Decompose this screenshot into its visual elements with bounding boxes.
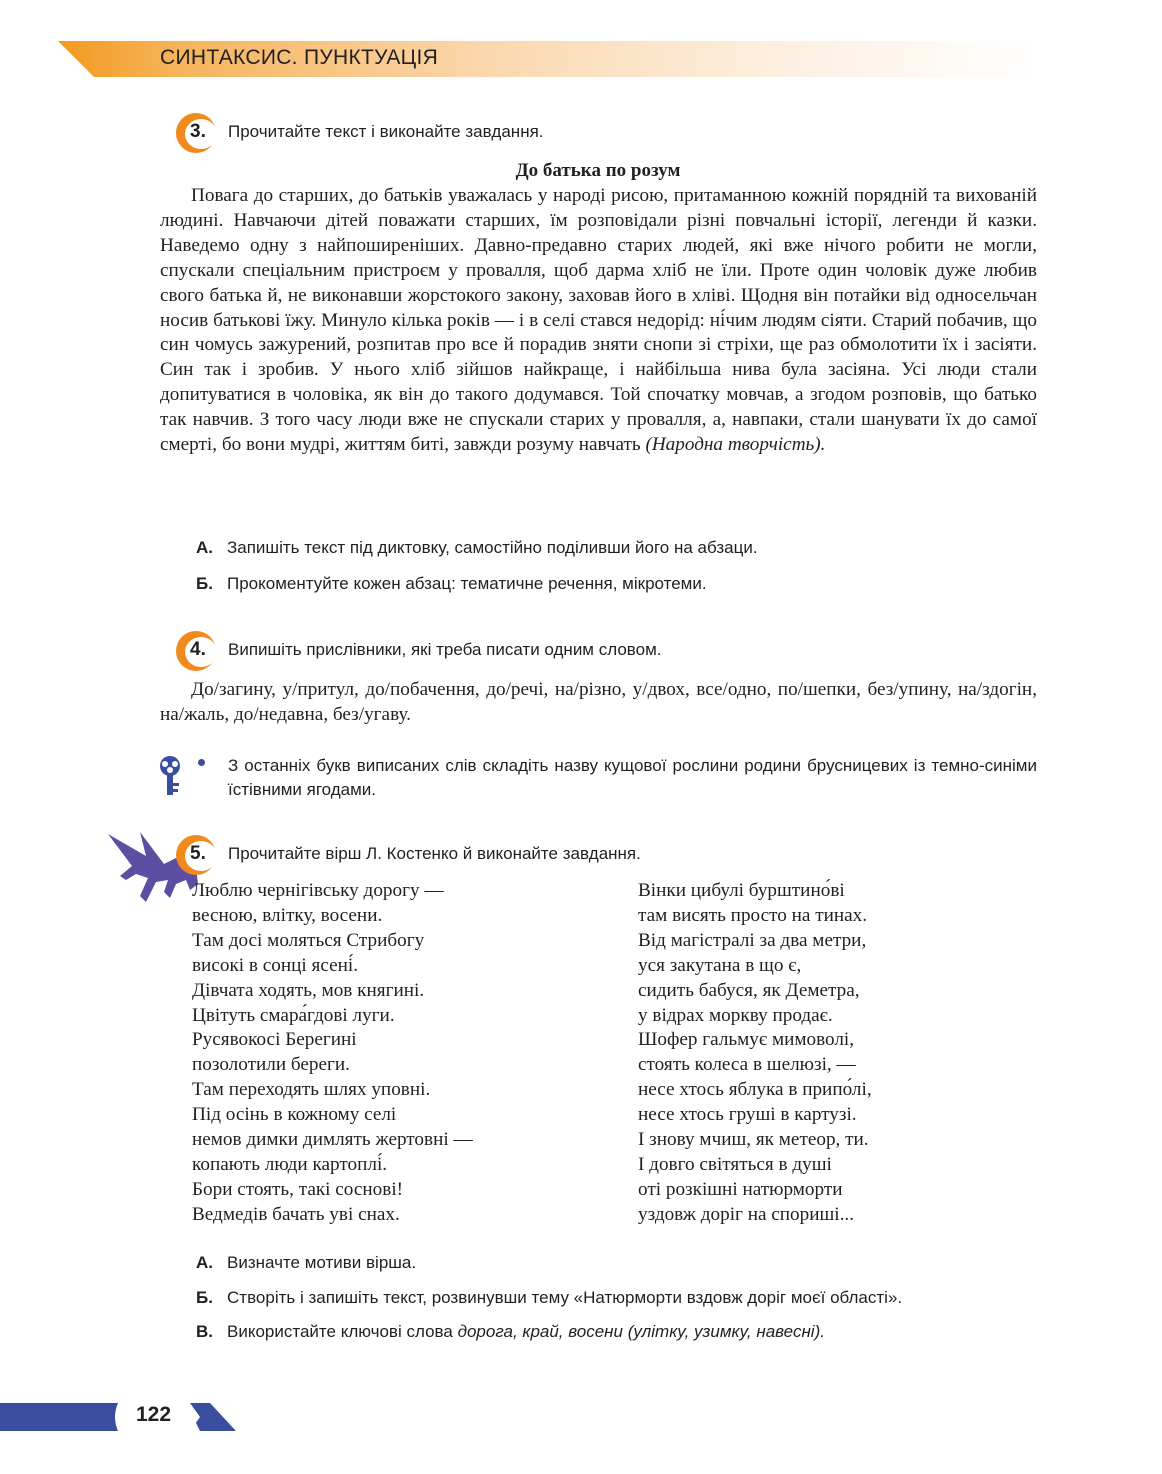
poem-line: Бори стоять, такі соснові!: [192, 1178, 404, 1200]
task-number-badge: [176, 631, 220, 675]
task-instruction: Прочитайте вірш Л. Костенко й виконайте завдання.: [228, 844, 641, 863]
poem-line: Шофер гальмує мимоволі,: [638, 1029, 855, 1051]
poem-line: уздовж доріг на спориші...: [638, 1203, 855, 1225]
task-number-badge: [176, 113, 220, 157]
poem-line: несе хтось яблука в припо́лі,: [638, 1079, 872, 1101]
subtask-text: Визначте мотиви вірша.: [227, 1253, 417, 1272]
task-number: 4.: [190, 639, 206, 660]
poem-line: Вінки цибулі бурштино́ві: [638, 880, 845, 901]
section-title: СИНТАКСИС. ПУНКТУАЦІЯ: [160, 46, 439, 69]
poem-line: Там досі моляться Стрибогу: [192, 929, 425, 951]
task-number-badge: [176, 835, 220, 879]
subtask-text: Прокоментуйте кожен абзац: тематичне речення, мікротеми.: [227, 574, 707, 593]
task-instruction: Прочитайте текст і виконайте завдання.: [228, 122, 544, 141]
poem-line: високі в сонці ясені́.: [192, 954, 359, 976]
poem-line: оті розкішні натюрморти: [638, 1178, 843, 1200]
task-number: 5.: [190, 843, 206, 864]
poem-line: Люблю чернігівську дорогу —: [192, 880, 444, 901]
bullet-icon: [198, 755, 208, 765]
hint-text: З останніх букв виписаних слів складіть назву кущової рослини родини брусницевих із темно-синіми їстівними ягодами.: [228, 756, 1037, 799]
page-number-band: [0, 1403, 236, 1431]
subtask-letter: В.: [196, 1322, 213, 1341]
subtask-text: Створіть і запишіть текст, розвинувши тему «Натюрморти вздовж доріг моєї області».: [227, 1288, 903, 1307]
subtask-letter: А.: [196, 538, 213, 557]
story-source: (Народна творчість).: [645, 434, 826, 456]
subtask: [196, 538, 758, 558]
story-text: [160, 184, 1037, 458]
poem-line: Дівчата ходять, мов княгині.: [192, 979, 425, 1001]
poem-line: позолотили береги.: [192, 1054, 350, 1076]
word-list: До/загину, у/притул, до/побачення, до/речі, на/різно, у/двох, все/одно, по/шепки, без/упину, на/здогін, на/жаль, до/недавна, без/угаву.: [160, 679, 1037, 725]
poem-line: уся закутана в що є,: [638, 954, 802, 976]
poem-line: копають люди картоплі́.: [192, 1153, 388, 1175]
story-title: До батька по розум: [515, 160, 681, 181]
poem-right-column: [638, 879, 872, 1228]
subtask-text: Запишіть текст під диктовку, самостійно поділивши його на абзаци.: [227, 538, 758, 557]
poem-line: у відрах моркву продає.: [638, 1004, 833, 1026]
subtask-text: Використайте ключові слова: [227, 1322, 453, 1341]
poem-line: там висять просто на тинах.: [638, 904, 868, 926]
poem-line: Ведмедів бачать уві снах.: [192, 1203, 400, 1225]
poem-line: сидить бабуся, як Деметра,: [638, 979, 860, 1001]
subtask: [196, 1322, 825, 1342]
poem-line: весною, влітку, восени.: [192, 904, 383, 926]
page-number: 122: [136, 1403, 172, 1426]
task-instruction: Випишіть прислівники, які треба писати одним словом.: [228, 640, 662, 659]
key-icon: [156, 755, 186, 797]
poem-line: І довго світяться в душі: [638, 1153, 832, 1175]
poem-line: Там переходять шлях уповні.: [192, 1079, 431, 1101]
subtask: [196, 574, 707, 594]
poem-line: Цвітуть смара́гдові луги.: [192, 1004, 395, 1026]
poem-line: Під осінь в кожному селі: [192, 1104, 397, 1126]
subtask-letter: Б.: [196, 1288, 213, 1307]
poem-left-column: [192, 879, 473, 1228]
poem-line: Русявокосі Берегині: [192, 1029, 357, 1051]
poem-line: Від магістралі за два метри,: [638, 929, 867, 951]
task-number: 3.: [190, 121, 206, 142]
subtask: [196, 1253, 416, 1273]
poem-line: немов димки димлять жертовні —: [192, 1129, 473, 1151]
subtask-letter: Б.: [196, 574, 213, 593]
story-body: Повага до старших, до батьків уважалась у народі рисою, притаманною кожній порядній та вихованій людині. Навчаючи дітей поважати старших, їм розповідали різні повчальні історії, легенди й казки. Наведемо одну з найпоширеніших. Давно-предавно старих людей, які вже нічого робити не могли, спускали спеціальним пристроєм у провалля, щоб дарма хліб не їли. Проте один чоловік дуже любив свого батька й, не виконавши жорстокого закону, заховав його в хліві. Щодня він потайки від односельчан носив батькові їжу. Минуло кілька років — і в селі стався недорід: ні́чим людям сіяти. Старий побачив, що син чомусь зажурений, розпитав про все й порадив зняти снопи зі стріхи, ще раз обмолотити їх і засіяти. Син так і зробив. У нього хліб зійшов найкраще, і найбільша нива була засіяна. Усі люди стали допитуватися в чоловіка, як він до такого додумався. Той спочатку мовчав, а згодом розповів, що батько так навчив. З того часу люди вже не спускали старих у провалля, а, навпаки, стали шанувати їх до самої смерті, бо вони мудрі, життям биті, завжди розуму навчать: [160, 185, 1037, 456]
subtask: [196, 1288, 902, 1308]
poem-line: стоять колеса в шелюзі, —: [638, 1054, 856, 1076]
poem-line: І знову мчиш, як метеор, ти.: [638, 1129, 869, 1151]
subtask-keywords: дорога, край, восени (улітку, узимку, навесні).: [457, 1322, 825, 1341]
poem-line: несе хтось груші в картузі.: [638, 1104, 857, 1126]
subtask-letter: А.: [196, 1253, 213, 1272]
